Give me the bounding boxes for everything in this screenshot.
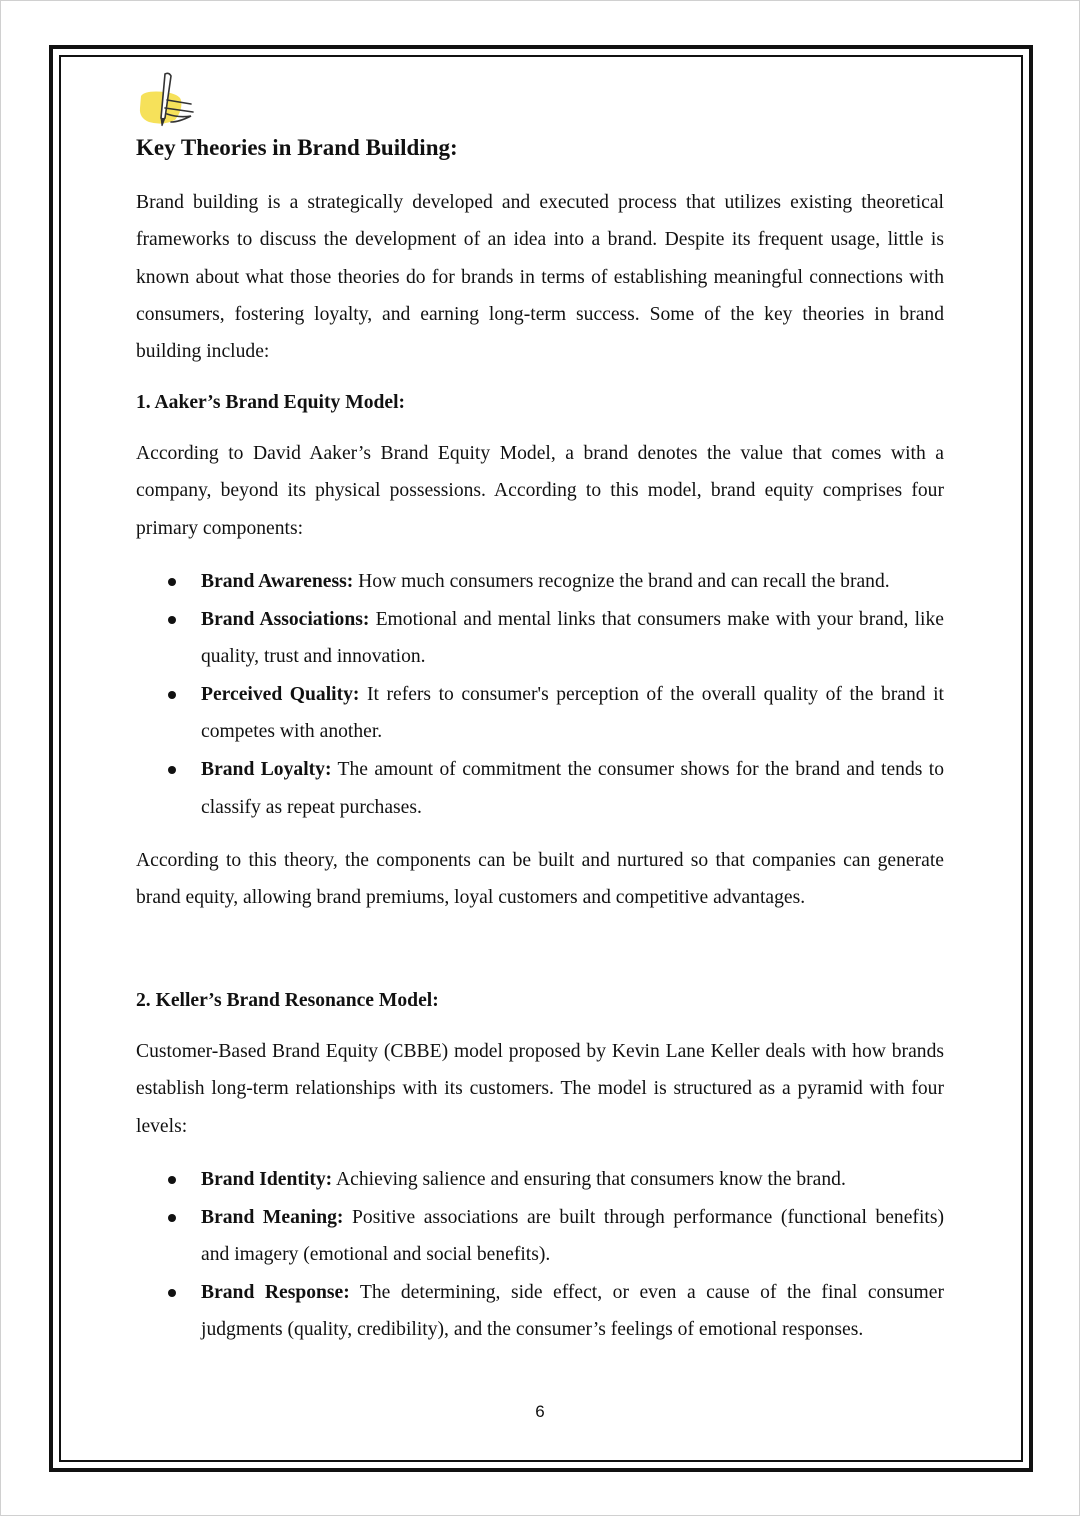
list-item-term: Brand Awareness: (201, 571, 354, 592)
bullet-icon (168, 1214, 176, 1222)
list-item-term: Brand Meaning: (201, 1206, 344, 1228)
list-item-text: It refers to consumer's perception of the overall quality of the brand it competes with another. (201, 683, 944, 743)
pen-highlight-icon (135, 70, 201, 132)
section-1-list (136, 563, 944, 826)
bullet-icon (168, 578, 176, 586)
list-item (136, 676, 944, 751)
list-item-term: Brand Associations: (201, 608, 370, 630)
bullet-icon (168, 766, 176, 774)
list-item (136, 1274, 944, 1349)
section-2-intro: Customer-Based Brand Equity (CBBE) model proposed by Kevin Lane Keller deals with how brands establish long-term relationships with its customers. The model is structured as a pyramid with four levels: (136, 1041, 944, 1137)
section-1-conclusion: According to this theory, the components can be built and nurtured so that companies can generate brand equity, allowing brand premiums, loyal customers and competitive advantages. (136, 850, 944, 909)
list-item-text: The amount of commitment the consumer shows for the brand and tends to classify as repeat purchases. (201, 758, 944, 818)
list-item-term: Brand Loyalty: (201, 758, 332, 780)
list-item-term: Brand Response: (201, 1281, 350, 1303)
list-item-text: How much consumers recognize the brand and can recall the brand. (358, 571, 890, 592)
bullet-icon (168, 1176, 176, 1184)
intro-paragraph: Brand building is a strategically developed and executed process that utilizes existing theoretical frameworks to discuss the development of an idea into a brand. Despite its frequent usage, little is known about what those theories do for brands in terms of establishing meaningful connections with consumers, fostering loyalty, and earning long-term success. Some of the key theories in brand building include: (136, 192, 944, 363)
list-item-term: Perceived Quality: (201, 683, 360, 705)
list-item (136, 751, 944, 826)
section-2-list (136, 1161, 944, 1349)
page-title: Key Theories in Brand Building: (136, 135, 458, 160)
list-item (136, 1199, 944, 1274)
list-item (136, 1161, 944, 1199)
bullet-icon (168, 691, 176, 699)
list-item (136, 601, 944, 676)
section-1-heading: 1. Aaker’s Brand Equity Model: (136, 392, 406, 413)
section-1-intro: According to David Aaker’s Brand Equity Model, a brand denotes the value that comes with a company, beyond its physical possessions. According to this model, brand equity comprises four primary components: (136, 443, 944, 539)
bullet-icon (168, 1289, 176, 1297)
list-item-text: Positive associations are built through performance (functional benefits) and imagery (emotional and social benefits). (201, 1206, 944, 1266)
list-item-text: The determining, side effect, or even a cause of the final consumer judgments (quality, credibility), and the consumer’s feelings of emotional responses. (201, 1281, 945, 1341)
list-item (136, 563, 944, 601)
list-item-text: Emotional and mental links that consumers make with your brand, like quality, trust and innovation. (201, 608, 944, 668)
page-number: 6 (535, 1402, 545, 1421)
list-item-term: Brand Identity: (201, 1169, 333, 1190)
section-2-heading: 2. Keller’s Brand Resonance Model: (136, 990, 439, 1011)
bullet-icon (168, 616, 176, 624)
list-item-text: Achieving salience and ensuring that consumers know the brand. (336, 1169, 846, 1190)
